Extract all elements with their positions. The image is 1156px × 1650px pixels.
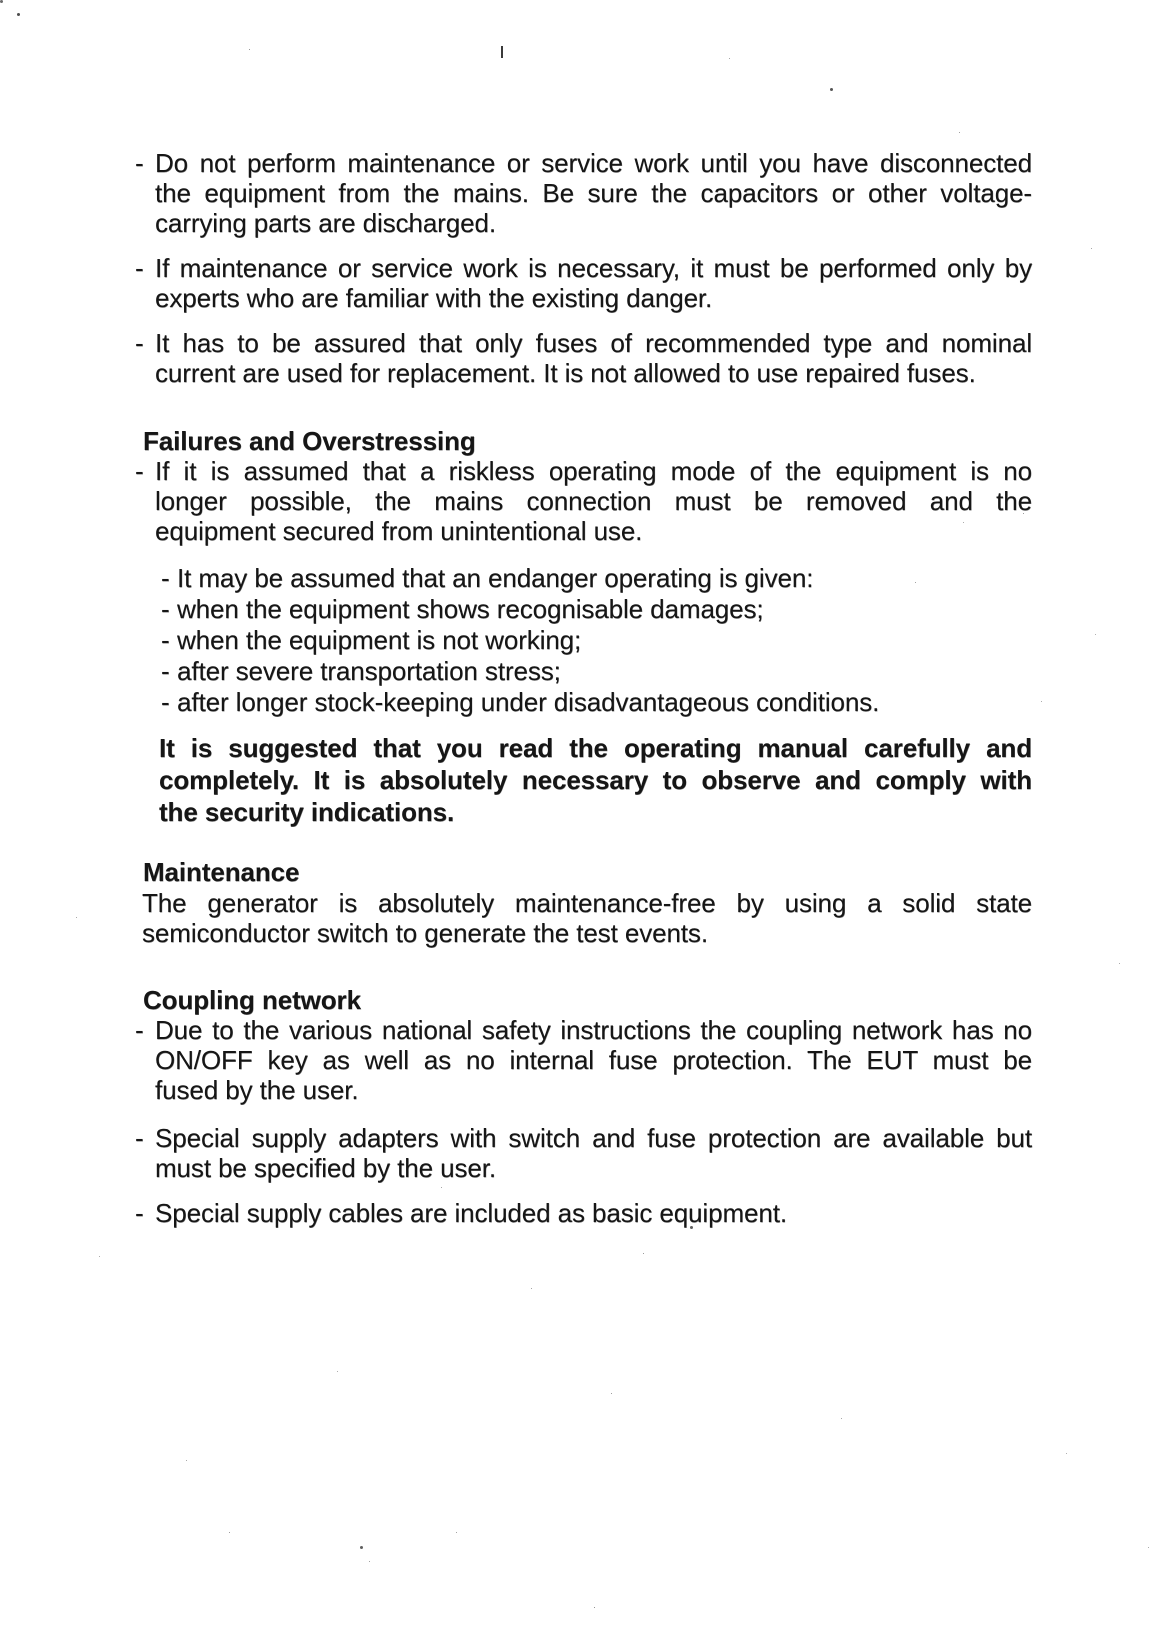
text-line: It may be assumed that an endanger operating is given: (177, 563, 814, 593)
bullet-dash: - (161, 625, 170, 655)
list-item-text (155, 456, 1032, 546)
text-line: The generator is absolutely maintenance-free by using a solid state (142, 888, 1032, 918)
sub-list-item (161, 656, 1032, 687)
text-line: when the equipment shows recognisable damages; (177, 594, 764, 624)
text-line: the equipment from the mains. Be sure the capacitors or other voltage- (155, 178, 1032, 208)
text-line: ON/OFF key as well as no internal fuse protection. The EUT must be (155, 1045, 1032, 1075)
text-line: It is suggested that you read the operating manual carefully and (159, 733, 1032, 763)
text-line: Special supply cables are included as basic equipment. (155, 1198, 787, 1228)
bullet-dash: - (135, 1198, 144, 1228)
bullet-dash: - (135, 253, 144, 283)
text-line: when the equipment is not working; (177, 625, 582, 655)
bullet-dash: - (135, 1123, 144, 1153)
text-line: experts who are familiar with the existing danger. (155, 283, 713, 313)
list-item-text (155, 1198, 1032, 1228)
sub-list-item (161, 687, 1032, 718)
list-item (135, 456, 1032, 546)
list-item (135, 1198, 1032, 1228)
sub-list-item (161, 594, 1032, 625)
text-line: equipment secured from unintentional use. (155, 516, 643, 546)
text-line: current are used for replacement. It is not allowed to use repaired fuses. (155, 358, 976, 388)
section-heading-maintenance: Maintenance (143, 857, 300, 887)
list-item (135, 253, 1032, 313)
bullet-dash: - (135, 1015, 144, 1045)
text-line: after longer stock-keeping under disadvantageous conditions. (177, 687, 880, 717)
list-item-text (155, 328, 1032, 388)
list-item (135, 1123, 1032, 1183)
list-item-text (155, 1123, 1032, 1183)
list-item-text (155, 253, 1032, 313)
emphasis-paragraph (159, 732, 1032, 828)
scan-artifact (501, 46, 503, 58)
list-item (135, 148, 1032, 238)
text-line: fused by the user. (155, 1075, 359, 1105)
sub-list (161, 563, 1032, 718)
text-line: If maintenance or service work is necessary, it must be performed only by (155, 253, 1032, 283)
scan-noise (0, 0, 3, 3)
sub-list-item (161, 563, 1032, 594)
text-line: Special supply adapters with switch and fuse protection are available but (155, 1123, 1032, 1153)
section-heading-coupling: Coupling network (143, 985, 361, 1015)
list-item (135, 328, 1032, 388)
bullet-dash: - (135, 148, 144, 178)
page-content (135, 148, 1032, 1228)
text-line: If it is assumed that a riskless operating mode of the equipment is no (155, 456, 1032, 486)
text-line: longer possible, the mains connection must be removed and the (155, 486, 1032, 516)
list-item (135, 1015, 1032, 1105)
text-line: completely. It is absolutely necessary to observe and comply with (159, 765, 1032, 795)
paragraph (142, 888, 1032, 948)
text-line: semiconductor switch to generate the test events. (142, 918, 708, 948)
text-line: Do not perform maintenance or service work until you have disconnected (155, 148, 1032, 178)
text-line: Due to the various national safety instructions the coupling network has no (155, 1015, 1032, 1045)
text-line: must be specified by the user. (155, 1153, 496, 1183)
bullet-dash: - (161, 563, 170, 593)
list-item-text (155, 1015, 1032, 1105)
text-line: It has to be assured that only fuses of recommended type and nominal (155, 328, 1032, 358)
text-line: the security indications. (159, 797, 455, 827)
bullet-dash: - (161, 687, 170, 717)
bullet-dash: - (135, 328, 144, 358)
list-item-text (155, 148, 1032, 238)
bullet-dash: - (161, 594, 170, 624)
bullet-dash: - (135, 456, 144, 486)
sub-list-item (161, 625, 1032, 656)
section-heading-failures: Failures and Overstressing (143, 426, 476, 456)
text-line: carrying parts are discharged. (155, 208, 496, 238)
bullet-dash: - (161, 656, 170, 686)
text-line: after severe transportation stress; (177, 656, 561, 686)
